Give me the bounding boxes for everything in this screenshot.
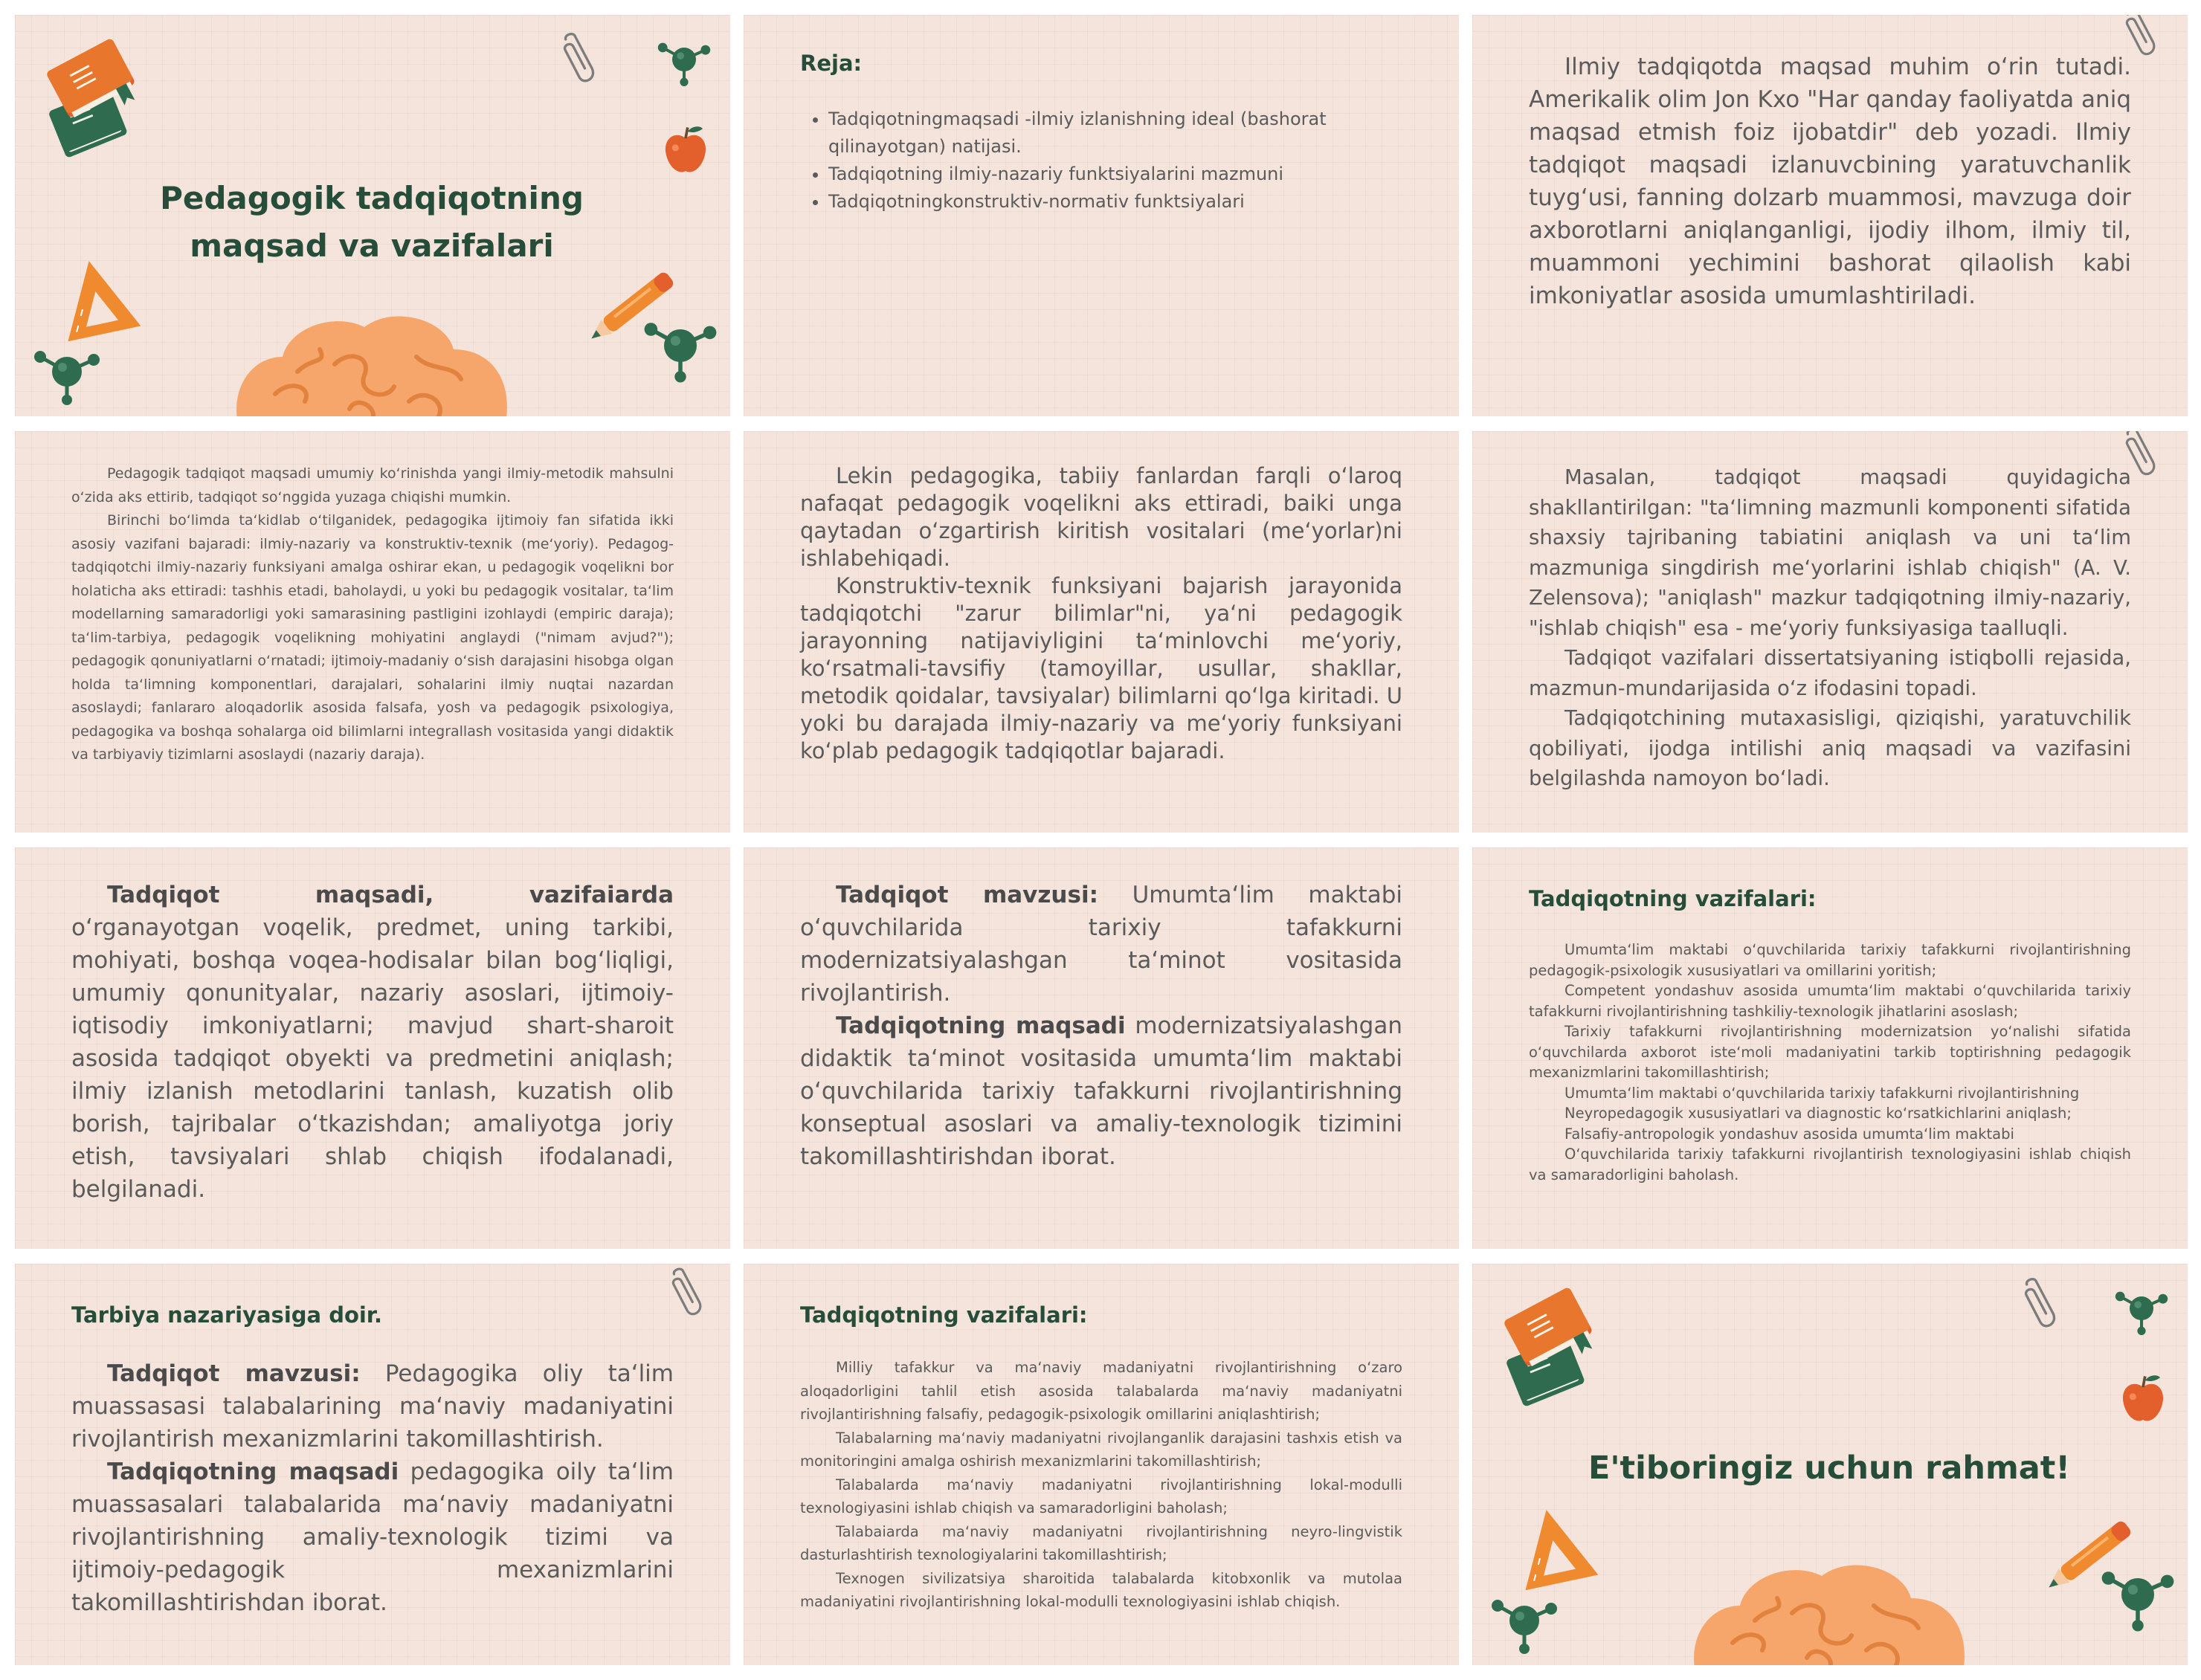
book-stack-icon xyxy=(37,37,138,160)
paragraph: Tadqiqot maqsadi, vazifaiarda oʻrganayotgan voqelik, predmet, uning tarkibi, mohiyati, boshqa voqea-hodisalar bilan bogʻliqligi, umumiy qonunityalar, nazariy asoslari, ijtimoiy-iqtisodiy imkoniyatlarni; mavjud shart-sharoit asosida tadqiqot obyekti va predmetini aniqlash; ilmiy izlanish metodlarini tanlash, kuzatish olib borish, tajribalar oʻtkazishdan; amaliyotga joriy etish, tavsiyalari shlab chiqish ifodalanadi, belgilanadi. xyxy=(71,882,674,1203)
paragraph: Tadqiqotning maqsadi modernizatsiyalashgan didaktik taʻminot vositasida umumtaʻlim maktabi oʻquvchilarida tarixiy tafakkurni rivojlantirishning konseptual asoslari va amaliy-texnologik tizimini takomillashtirishdan iborat. xyxy=(800,1012,1402,1170)
brain-icon xyxy=(1680,1554,1978,1665)
apple-icon xyxy=(662,123,709,178)
molecule-icon xyxy=(2112,1279,2171,1338)
slide-plan xyxy=(744,15,1459,416)
paragraph: Ilmiy tadqiqotda maqsad muhim oʻrin tutadi. Amerikalik olim Jon Kxo "Har qanday faoliyatda aniq maqsad etmish foiz ijobatdir" deb yozadi. Ilmiy tadqiqot maqsadi izlanuvcbining yaratuvchanlik tuygʻusi, fanning dolzarb muammosi, mavzuga doir axborotlarni aniqlanganligi, ijodiy ilhom, ilmiy til, muammoni yechimini bashorat qilaolish kabi imkoniyatlar asosida umumlashtiriladi. xyxy=(1529,54,2131,309)
book-stack-icon xyxy=(1495,1286,1595,1409)
tasks-heading: Tadqiqotning vazifalari: xyxy=(1529,886,1817,911)
slide-goal-importance xyxy=(1472,15,2188,416)
plan-item: • Tadqiqotningmaqsadi -ilmiy izlanishning ideal (bashorat qilinayotgan) natijasi. xyxy=(828,106,1380,161)
slide-constructive-function xyxy=(744,431,1459,833)
slide-scientific-function xyxy=(15,431,730,833)
paperclip-icon xyxy=(2023,1271,2060,1338)
paragraph: Tadqiqotning maqsadi pedagogika oily taʻlim muassasalari talabalarida maʻnaviy madaniyatni rivojlantirishning amaliy-texnologik tizimi va ijtimoiy-pedagogik mexanizmlarini takomillashtirishdan iborat. xyxy=(71,1458,674,1616)
slide-title-text: Pedagogik tadqiqotning maqsad va vazifalari xyxy=(160,180,584,264)
bold-lead: Tadqiqot maqsadi, vazifaiarda xyxy=(107,882,674,908)
task-item: Talabaiarda maʻnaviy madaniyatni rivojlantirishning neyro-lingvistik dasturlashtirish texnologiyalarini takomillashtirish; xyxy=(800,1522,1402,1563)
slide-topic-history xyxy=(744,847,1459,1249)
molecule-icon xyxy=(1487,1583,1562,1658)
task-item: Talabalarda maʻnaviy madaniyatni rivojlantirishning lokal-modulli texnologiyasini ishlab chiqish va samaradorligini baholash; xyxy=(800,1476,1402,1516)
slide-upbringing-theory xyxy=(15,1264,730,1665)
apple-icon xyxy=(2119,1372,2167,1427)
slide-thanks xyxy=(1472,1264,2188,1665)
slide-tasks-spiritual xyxy=(744,1264,1459,1665)
molecule-icon xyxy=(30,335,104,409)
paperclip-icon xyxy=(669,1264,706,1323)
slide-goal-tasks xyxy=(15,847,730,1249)
task-item: Falsafiy-antropologik yondashuv asosida umumtaʻlim maktabi xyxy=(1564,1125,2014,1143)
section-heading: Tarbiya nazariyasiga doir. xyxy=(71,1302,382,1328)
paragraph: Lekin pedagogika, tabiiy fanlardan farqli oʻlaroq nafaqat pedagogik voqelikni aks ettiradi, baiki unga qaytadan oʻzgartirish kiritish vositalari (meʻyorlar)ni ishlabehiqadi. xyxy=(800,463,1402,571)
plan-item: • Tadqiqotning ilmiy-nazariy funktsiyalarini mazmuni xyxy=(828,161,1380,188)
molecule-icon xyxy=(639,305,721,387)
task-item: Umumtaʻlim maktabi oʻquvchilarida tarixiy tafakkurni rivojlantirishning xyxy=(1564,1084,2080,1102)
molecule-icon xyxy=(654,30,714,89)
task-item: Texnogen sivilizatsiya sharoitida talabalarda kitobxonlik va mutolaa madaniyatini rivojlantirishning lokal-modulli texnologiyasini ishlab chiqish. xyxy=(800,1569,1402,1610)
paragraph: Birinchi boʻlimda taʻkidlab oʻtilganidek, pedagogika ijtimoiy fan sifatida ikki asosiy vazifani bajaradi: ilmiy-nazariy va konstruktiv-texnik (meʻyoriy). Pedagog-tadqiqotchi ilmiy-nazariy funksiyani amalga oshirar ekan, u pedagogik voqelikni bor holaticha aks ettiradi: tashhis etadi, baholaydi, u yoki bu pedagogik vositalar, taʻlim modellarning samaradorligi yoki samarasining pastligini izohlaydi (empiric daraja); taʻlim-tarbiya, pedagogik voqelikning mohiyatini anglaydi ("nimam avjud?"); pedagogik qonuniyatlarni oʻrnatadi; ijtimoiy-madaniy oʻsish darajasini hisobga olgan holda taʻlimning komponentlari, darajalari, sohalarini ilmiy nuqtai nazardan asoslaydi; fanlararo aloqadorlik asosida falsafa, yosh va pedagogik psixologiya, pedagogika va boshqa sohalarga oid bilimlarni integrallash vositasida yangi didaktik va tarbiyaviy tizimlarni asoslaydi (nazariy daraja). xyxy=(71,512,674,763)
paragraph: Tadqiqot mavzusi: Umumtaʻlim maktabi oʻquvchilarida tarixiy tafakkurni modernizatsiyalashgan taʻminot vositasida rivojlantirish. xyxy=(800,882,1402,1007)
task-item: Oʻquvchilarida tarixiy tafakkurni rivojlantirish texnologiyasini ishlab chiqish va samaradorligini baholash. xyxy=(1529,1146,2131,1183)
task-item: Tarixiy tafakkurni rivojlantirishning modernizatsion yoʻnalishi sifatida oʻquvchilarda axborot isteʻmoli madaniyatini tarkib toptirishning pedagogik mexanizmlarini takomillashtirish; xyxy=(1529,1023,2131,1081)
paragraph: Tadqiqot vazifalari dissertatsiyaning istiqbolli rejasida, mazmun-mundarijasida oʻz ifodasini topadi. xyxy=(1529,646,2131,700)
task-item: Umumtaʻlim maktabi oʻquvchilarida tarixiy tafakkurni rivojlantirishning pedagogik-psixologik xususiyatlari va omillarini yoritish; xyxy=(1529,941,2131,979)
slide-tasks-history xyxy=(1472,847,2188,1249)
task-item: Neyropedagogik xususiyatlari va diagnostic koʻrsatkichlarini aniqlash; xyxy=(1564,1105,2072,1122)
triangle-ruler-icon xyxy=(1509,1502,1599,1591)
slide-title xyxy=(15,15,730,416)
task-item: Talabalarning maʻnaviy madaniyatni rivojlanganlik darajasini tashxis etish va monitoringini amalga oshirish mexanizmlarini takomillashtirish; xyxy=(800,1429,1402,1470)
paragraph: Konstruktiv-texnik funksiyani bajarish jarayonida tadqiqotchi "zarur bilimlar"ni, yaʻni pedagogik jarayonning natijaviyligini taʻminlovchi meʻyoriy, koʻrsatmali-tavsifiy (tamoyillar, usullar, shakllar, metodik qoidalar, tavsiyalar) bilimlarni qoʻlga kiritadi. U yoki bu darajada ilmiy-nazariy va meʻyoriy funksiyani koʻplab pedagogik tadqiqotlar bajaradi. xyxy=(800,573,1402,763)
slide-goal-example xyxy=(1472,431,2188,833)
thanks-text: E'tiboringiz uchun rahmat! xyxy=(1588,1450,2070,1487)
plan-item: • Tadqiqotningkonstruktiv-normativ funktsiyalari xyxy=(828,188,1380,216)
task-item: Competent yondashuv asosida umumtaʻlim maktabi oʻquvchilarida tarixiy tafakkurni rivojlantirishning tashkiliy-texnologik jihatlarini asoslash; xyxy=(1529,982,2131,1020)
paragraph: Tadqiqotchining mutaxasisligi, qiziqishi, yaratuvchilik qobiliyati, ijodga intilishi aniq maqsadi va vazifasini belgilashda namoyon boʻladi. xyxy=(1529,706,2131,790)
brain-icon xyxy=(223,305,521,416)
molecule-icon xyxy=(2097,1554,2179,1635)
tasks-heading: Tadqiqotning vazifalari: xyxy=(800,1302,1088,1328)
paperclip-icon xyxy=(561,26,599,93)
plan-heading: Reja: xyxy=(800,51,863,76)
paragraph: Masalan, tadqiqot maqsadi quyidagicha shakllantirilgan: "taʻlimning mazmunli komponenti sifatida shaxsiy tajribaning tabiatini aniqlash va uni taʻlim mazmuniga singdirish meʻyorlarini ishlab chiqish" (A. V. Zelensova); "aniqlash" mazkur tadqiqotning ilmiy-nazariy, "ishlab chiqish" esa - meʻyoriy funksiyasiga taalluqli. xyxy=(1529,465,2131,640)
paragraph: Tadqiqot mavzusi: Pedagogika oliy taʻlim muassasasi talabalarining maʻnaviy madaniyatini rivojlantirish mexanizmlarini takomillashtirish. xyxy=(71,1360,674,1453)
task-item: Milliy tafakkur va maʻnaviy madaniyatni rivojlantirishning oʻzaro aloqadorligini tahlil etish asosida talabalarda maʻnaviy madaniyatni rivojlantirishning falsafiy, pedagogik-psixologik omillarini aniqlashtirish; xyxy=(800,1359,1402,1423)
paragraph: Pedagogik tadqiqot maqsadi umumiy koʻrinishda yangi ilmiy-metodik mahsulni oʻzida aks ettirib, tadqiqot soʻnggida yuzaga chiqishi mumkin. xyxy=(71,465,674,505)
